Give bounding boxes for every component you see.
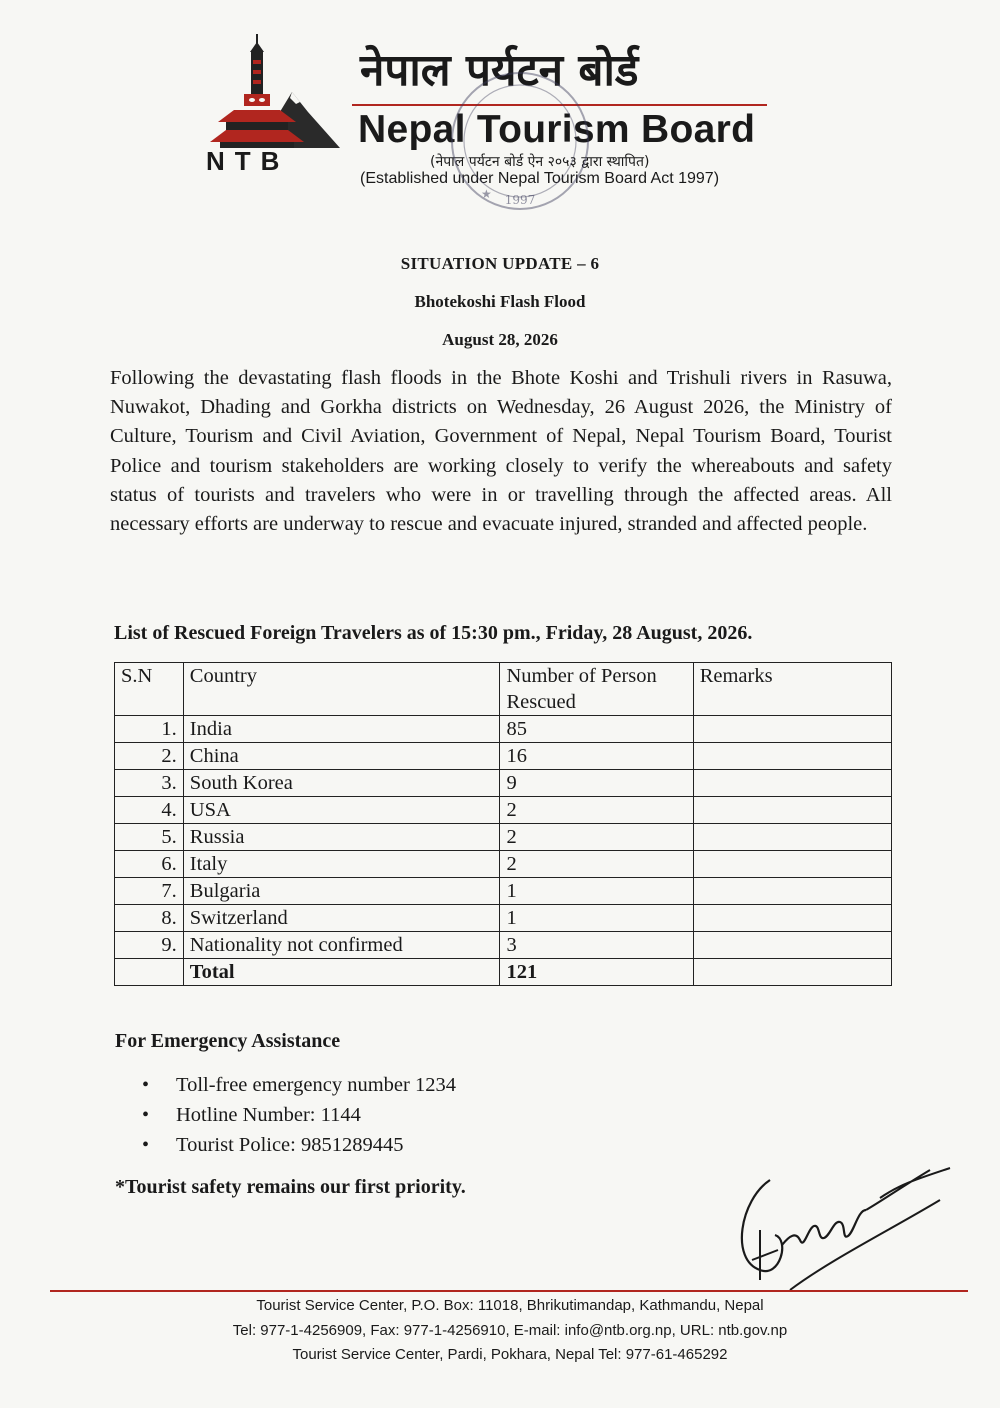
emergency-item-tourist-police: • Tourist Police: 9851289445: [140, 1130, 456, 1160]
emergency-list: [140, 1070, 456, 1160]
cell-number: 2: [500, 851, 693, 878]
cell-sn: 5.: [115, 824, 184, 851]
cell-country: Switzerland: [183, 905, 500, 932]
footer-address-pokhara: Tourist Service Center, Pardi, Pokhara, Nepal Tel: 977-61-465292: [292, 1346, 728, 1363]
cell-remarks: [693, 824, 891, 851]
table-row: [115, 770, 892, 797]
cell-sn-empty: [115, 959, 184, 986]
cell-remarks: [693, 905, 891, 932]
cell-number: 16: [500, 743, 693, 770]
cell-remarks: [693, 878, 891, 905]
cell-sn: 7.: [115, 878, 184, 905]
total-value: 121: [500, 959, 693, 986]
header-remarks: Remarks: [693, 663, 891, 716]
subject-heading: Bhotekoshi Flash Flood: [414, 292, 586, 311]
total-label: Total: [183, 959, 500, 986]
header-country: Country: [183, 663, 500, 716]
cell-sn: 2.: [115, 743, 184, 770]
official-seal-stamp: [445, 66, 595, 216]
established-english: (Established under Nepal Tourism Board Act 1997): [360, 170, 720, 187]
cell-country: China: [183, 743, 500, 770]
cell-remarks: [693, 716, 891, 743]
cell-country: Bulgaria: [183, 878, 500, 905]
cell-sn: 8.: [115, 905, 184, 932]
svg-text:1997: 1997: [504, 193, 536, 207]
logo-abbrev: NTB: [206, 146, 290, 176]
table-row: [115, 932, 892, 959]
header-sn: S.N: [115, 663, 184, 716]
org-name-nepali: नेपाल पर्यटन बोर्ड: [360, 45, 639, 96]
cell-sn: 1.: [115, 716, 184, 743]
cell-number: 1: [500, 905, 693, 932]
cell-number: 3: [500, 932, 693, 959]
table-row: [115, 797, 892, 824]
table-row: [115, 905, 892, 932]
emergency-item-hotline: • Hotline Number: 1144: [140, 1100, 456, 1130]
cell-sn: 6.: [115, 851, 184, 878]
emergency-item-tollfree: • Toll-free emergency number 1234: [140, 1070, 456, 1100]
table-row: [115, 878, 892, 905]
cell-remarks: [693, 851, 891, 878]
footer-rule: [50, 1290, 968, 1292]
body-paragraph: Following the devastating flash floods in the Bhote Koshi and Trishuli rivers in Rasuwa, Nuwakot, Dhading and Gorkha districts on Wednesday, 26 August 2026, the Ministry of Culture, Tourism and Civil Aviation, Government of Nepal, Nepal Tourism Board, Tourist Police and tourism stakeholders are working closely to verify the whereabouts and safety status of tourists and travelers who were in or travelling through the affected areas. All necessary efforts are underway to rescue and evacuate injured, stranded and affected people.: [110, 367, 892, 536]
footer-address-kathmandu: Tourist Service Center, P.O. Box: 11018, Bhrikutimandap, Kathmandu, Nepal: [256, 1297, 764, 1314]
table-title: List of Rescued Foreign Travelers as of 15:30 pm., Friday, 28 August, 2026.: [114, 622, 753, 644]
header-number-rescued: Number of Person Rescued: [500, 663, 693, 716]
cell-country: India: [183, 716, 500, 743]
established-nepali: (नेपाल पर्यटन बोर्ड ऐन २०५३ द्वारा स्थापित): [430, 154, 650, 170]
cell-remarks: [693, 770, 891, 797]
handwritten-signature: [730, 1140, 960, 1300]
cell-sn: 3.: [115, 770, 184, 797]
cell-sn: 4.: [115, 797, 184, 824]
priority-note: *Tourist safety remains our first priority.: [115, 1176, 466, 1198]
rescued-travelers-table: [114, 662, 892, 986]
org-name-english: Nepal Tourism Board: [358, 108, 756, 151]
cell-country: South Korea: [183, 770, 500, 797]
table-row: [115, 851, 892, 878]
cell-remarks: [693, 932, 891, 959]
situation-update-heading: SITUATION UPDATE – 6: [400, 254, 600, 273]
table-total-row: [115, 959, 892, 986]
cell-country: Italy: [183, 851, 500, 878]
cell-country: USA: [183, 797, 500, 824]
cell-number: 1: [500, 878, 693, 905]
cell-number: 2: [500, 797, 693, 824]
date-heading: August 28, 2026: [442, 330, 558, 349]
cell-number: 9: [500, 770, 693, 797]
table-row: [115, 716, 892, 743]
cell-remarks: [693, 743, 891, 770]
table-row: [115, 743, 892, 770]
cell-number: 85: [500, 716, 693, 743]
emergency-heading: For Emergency Assistance: [115, 1030, 341, 1052]
footer-contact: Tel: 977-1-4256909, Fax: 977-1-4256910, E-mail: info@ntb.org.np, URL: ntb.gov.np: [232, 1322, 788, 1339]
cell-number: 2: [500, 824, 693, 851]
cell-country: Russia: [183, 824, 500, 851]
svg-text:★: ★: [481, 187, 492, 201]
cell-remarks: [693, 959, 891, 986]
table-header-row: [115, 663, 892, 716]
cell-remarks: [693, 797, 891, 824]
cell-sn: 9.: [115, 932, 184, 959]
cell-country: Nationality not confirmed: [183, 932, 500, 959]
table-row: [115, 824, 892, 851]
